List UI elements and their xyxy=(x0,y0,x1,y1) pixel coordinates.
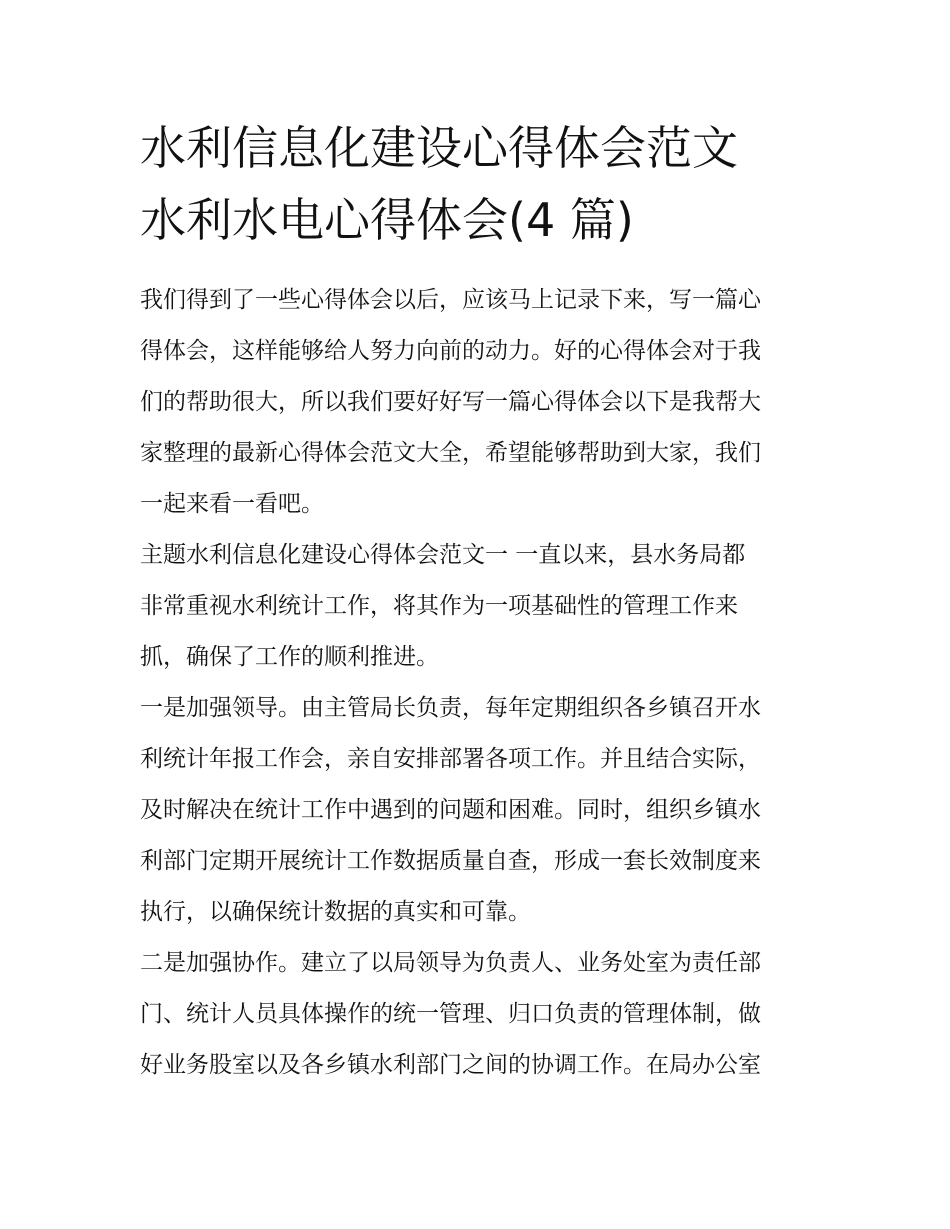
text-line: 执行，以确保统计数据的真实和可靠。 xyxy=(140,899,531,925)
document-body xyxy=(140,275,815,1091)
paragraph-leadership xyxy=(140,683,815,938)
text-line: 抓，确保了工作的顺利推进。 xyxy=(140,644,439,670)
text-line: 非常重视水利统计工作，将其作为一项基础性的管理工作来 xyxy=(140,593,738,619)
paragraph-intro xyxy=(140,275,815,530)
text-line: 主题水利信息化建设心得体会范文一 一直以来，县水务局都 xyxy=(140,542,746,568)
text-line: 得体会，这样能够给人努力向前的动力。好的心得体会对于我 xyxy=(140,338,761,364)
title-line: 水利水电心得体会(4 篇) xyxy=(140,193,634,247)
paragraph-cooperation xyxy=(140,938,815,1091)
paragraph-topic xyxy=(140,530,815,683)
text-line: 及时解决在统计工作中遇到的问题和困难。同时，组织乡镇水 xyxy=(140,797,761,823)
text-line: 一是加强领导。由主管局长负责，每年定期组织各乡镇召开水 xyxy=(140,695,761,721)
title-line: 水利信息化建设心得体会范文 xyxy=(140,121,738,175)
text-line: 家整理的最新心得体会范文大全，希望能够帮助到大家，我们 xyxy=(140,440,761,466)
text-line: 利部门定期开展统计工作数据质量自查，形成一套长效制度来 xyxy=(140,848,761,874)
document-title xyxy=(140,112,840,256)
text-line: 门、统计人员具体操作的统一管理、归口负责的管理体制，做 xyxy=(140,1001,761,1027)
text-line: 一起来看一看吧。 xyxy=(140,491,324,517)
text-line: 二是加强协作。建立了以局领导为负责人、业务处室为责任部 xyxy=(140,950,761,976)
text-line: 利统计年报工作会，亲自安排部署各项工作。并且结合实际， xyxy=(140,746,761,772)
text-line: 们的帮助很大，所以我们要好好写一篇心得体会以下是我帮大 xyxy=(140,389,761,415)
text-line: 好业务股室以及各乡镇水利部门之间的协调工作。在局办公室 xyxy=(140,1052,761,1078)
text-line: 我们得到了一些心得体会以后，应该马上记录下来，写一篇心 xyxy=(140,287,761,313)
